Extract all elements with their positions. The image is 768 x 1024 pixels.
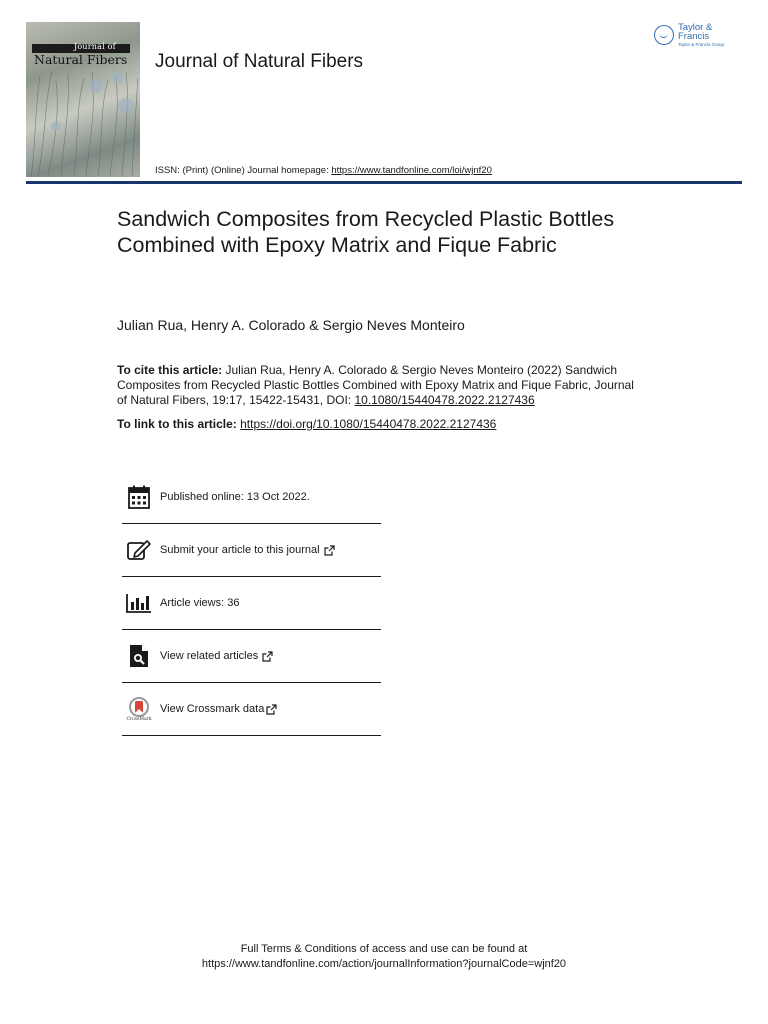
citation-block xyxy=(117,363,647,408)
journal-name: Journal of Natural Fibers xyxy=(155,51,364,72)
citation-label: To cite this article: xyxy=(117,363,223,377)
related-articles-link[interactable]: View related articles xyxy=(160,650,259,662)
header-divider xyxy=(26,181,742,184)
published-online-row xyxy=(122,470,381,524)
citation-doi-link[interactable]: 10.1080/15440478.2022.2127436 xyxy=(354,393,535,407)
article-title: Sandwich Composites from Recycled Plastic Bottles Combined with Epoxy Matrix and Fique Fabric xyxy=(117,207,615,257)
terms-footer-line1: Full Terms & Conditions of access and use can be found at xyxy=(240,943,528,955)
citation-text: Julian Rua, Henry A. Colorado & Sergio Neves Monteiro (2022) Sandwich Composites from Recycled Plastic Bottles Combined with Epoxy Matrix and Fique Fabric, Journal of Natural Fibers, 19:17, 15422-15431, DOI: xyxy=(117,363,634,407)
calendar-icon xyxy=(126,484,152,510)
terms-footer-url[interactable]: https://www.tandfonline.com/action/journalInformation?journalCode=wjnf20 xyxy=(201,958,567,970)
cover-artwork xyxy=(26,66,140,177)
bar-chart-icon xyxy=(126,590,152,616)
publisher-logo-icon xyxy=(654,25,674,45)
article-views-row xyxy=(122,577,381,630)
publisher-logo-text: Taylor & Francis xyxy=(677,21,713,43)
journal-cover-image xyxy=(26,22,140,177)
cover-title-line2: Natural Fibers xyxy=(34,52,128,67)
article-authors: Julian Rua, Henry A. Colorado & Sergio Neves Monteiro xyxy=(117,317,465,333)
journal-homepage-link[interactable]: https://www.tandfonline.com/loi/wjnf20 xyxy=(331,165,492,176)
published-online-text: Published online: 13 Oct 2022. xyxy=(160,490,310,503)
publisher-logo[interactable] xyxy=(654,22,746,48)
external-link-icon xyxy=(266,704,277,715)
submit-article-row[interactable] xyxy=(122,524,381,577)
article-doi-link[interactable]: https://doi.org/10.1080/15440478.2022.2127436 xyxy=(240,417,497,431)
crossmark-link[interactable]: View Crossmark data xyxy=(160,703,265,715)
external-link-icon xyxy=(262,651,273,662)
terms-footer xyxy=(0,942,768,972)
crossmark-icon-label: CrossMark xyxy=(126,716,152,722)
related-articles-row[interactable] xyxy=(122,630,381,683)
article-views-text: Article views: 36 xyxy=(160,597,240,609)
cover-title-line1: Journal of xyxy=(74,42,116,51)
issn-text: ISSN: (Print) (Online) Journal homepage: xyxy=(155,165,332,176)
article-link-line xyxy=(117,417,496,431)
edit-icon xyxy=(126,537,152,563)
issn-line xyxy=(155,165,492,176)
crossmark-icon xyxy=(126,696,152,722)
external-link-icon xyxy=(324,545,335,556)
crossmark-row[interactable] xyxy=(122,683,381,736)
publisher-logo-subtext: Taylor & Francis Group xyxy=(677,41,724,47)
article-info-list xyxy=(122,470,381,736)
article-link-label: To link to this article: xyxy=(117,417,241,431)
submit-article-link[interactable]: Submit your article to this journal xyxy=(160,544,320,556)
search-document-icon xyxy=(126,643,152,669)
